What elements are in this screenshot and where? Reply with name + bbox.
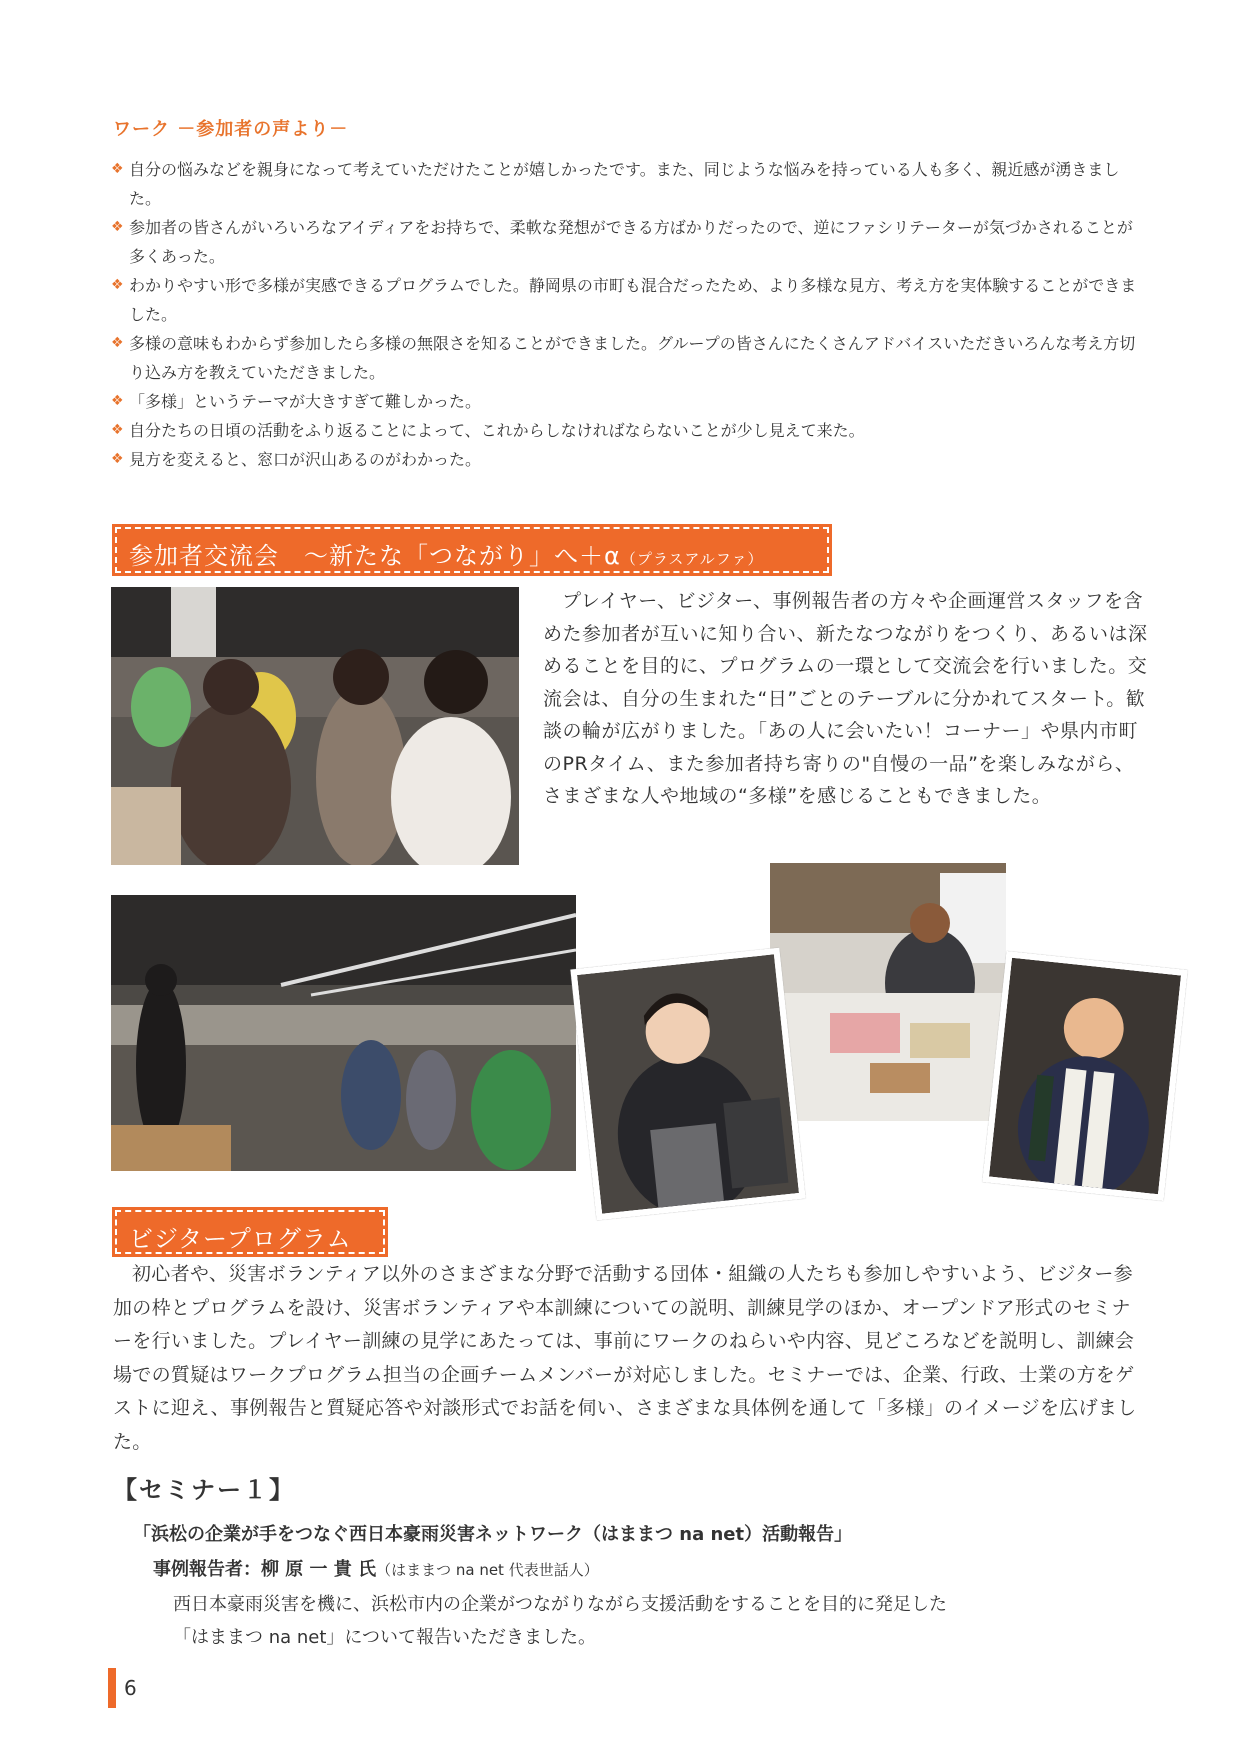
photo-woman-serving: [570, 948, 805, 1221]
list-item: [113, 329, 1143, 387]
list-item: [113, 445, 1143, 474]
bullet-icon: ❖: [111, 422, 124, 438]
voice-text: 自分たちの日頃の活動をふり返ることによって、これからしなければならないことが少し見えて来た。: [129, 421, 865, 440]
photo-hall-toast: [111, 895, 576, 1171]
reporter-name: 事例報告者：柳 原 一 貴 氏: [153, 1559, 377, 1580]
reporter-affiliation: （はままつ na net 代表世話人）: [376, 1561, 599, 1579]
seminar1-description-line: 「はままつ na net」について報告いただきました。: [173, 1627, 597, 1648]
visitor-banner: [115, 1210, 385, 1254]
seminar1-description: [173, 1588, 1133, 1654]
voice-text: わかりやすい形で多様が実感できるプログラムでした。静岡県の市町も混合だったため、より多様な見方、考え方を実体験することができました。: [129, 276, 1137, 324]
voice-text: 自分の悩みなどを親身になって考えていただけたことが嬉しかったです。また、同じような悩みを持っている人も多く、親近感が湧きました。: [129, 160, 1120, 208]
list-item: [113, 387, 1143, 416]
bullet-icon: ❖: [111, 335, 124, 351]
voice-text: 見方を変えると、窓口が沢山あるのがわかった。: [129, 450, 482, 469]
visitor-description: 初心者や、災害ボランティア以外のさまざまな分野で活動する団体・組織の人たちも参加しやすいよう、ビジター参加の枠とプログラムを設け、災害ボランティアや本訓練についての説明、訓練見学のほか、オープンドア形式のセミナーを行いました。プレイヤー訓練の見学にあたっては、事前にワークのねらいや内容、見どころなどを説明し、訓練会場での質疑はワークプログラム担当の企画チームメンバーが対応しました。セミナーでは、企業、行政、士業の方をゲストに迎え、事例報告と質疑応答や対談形式でお話を伺い、さまざまな具体例を通して「多様」のイメージを広げました。: [113, 1263, 1137, 1453]
seminar1-description-line: 西日本豪雨災害を機に、浜松市内の企業がつながりながら支援活動をすることを目的に発足した: [173, 1594, 947, 1615]
bullet-icon: ❖: [111, 393, 124, 409]
list-item: [113, 271, 1143, 329]
exchange-banner-title: 参加者交流会 ～新たな「つながり」へ＋α: [129, 542, 621, 570]
visitor-banner-title: ビジタープログラム: [129, 1225, 352, 1253]
voice-text: 多様の意味もわからず参加したら多様の無限さを知ることができました。グループの皆さんにたくさんアドバイスいただきいろんな考え方切り込み方を教えていただきました。: [129, 334, 1136, 382]
exchange-banner-subtitle: （プラスアルファ）: [620, 550, 764, 568]
bullet-icon: ❖: [111, 161, 124, 177]
list-item: [113, 416, 1143, 445]
exchange-description: プレイヤー、ビジター、事例報告者の方々や企画運営スタッフを含めた参加者が互いに知り合い、新たなつながりをつくり、あるいは深めることを目的に、プログラムの一環として交流会を行いました。交流会は、自分の生まれた“日”ごとのテーブルに分かれてスタート。歓談の輪が広がりました。「あの人に会いたい！コーナー」や県内市町のPRタイム、また参加者持ち寄りの"自慢の一品”を楽しみながら、さまざまな人や地域の“多様”を感じることもできました。: [543, 590, 1148, 807]
section-title-work: ワーク －参加者の声より－: [113, 119, 349, 140]
seminar1-reporter: [153, 1555, 599, 1581]
bullet-icon: ❖: [111, 451, 124, 467]
page-number-bar: [108, 1668, 116, 1708]
page-number: 6: [124, 1676, 137, 1700]
voice-text: 「多様」というテーマが大きすぎて難しかった。: [129, 392, 482, 411]
list-item: [113, 213, 1143, 271]
exchange-banner: [115, 527, 829, 573]
seminar1-title: 「浜松の企業が手をつなぐ西日本豪雨災害ネットワーク（はままつ na net）活動報告」: [133, 1524, 853, 1545]
seminar1-heading: 【セミナー１】: [113, 1476, 295, 1504]
list-item: [113, 155, 1143, 213]
photo-exchange-crowd: [111, 587, 519, 865]
voice-text: 参加者の皆さんがいろいろなアイディアをお持ちで、柔軟な発想ができる方ばかりだったので、逆にファシリテーターが気づかされることが多くあった。: [129, 218, 1133, 266]
photo-food-table: [770, 863, 1006, 1121]
voices-list: [113, 155, 1143, 474]
bullet-icon: ❖: [111, 219, 124, 235]
bullet-icon: ❖: [111, 277, 124, 293]
photo-man-with-sake: [982, 951, 1187, 1201]
